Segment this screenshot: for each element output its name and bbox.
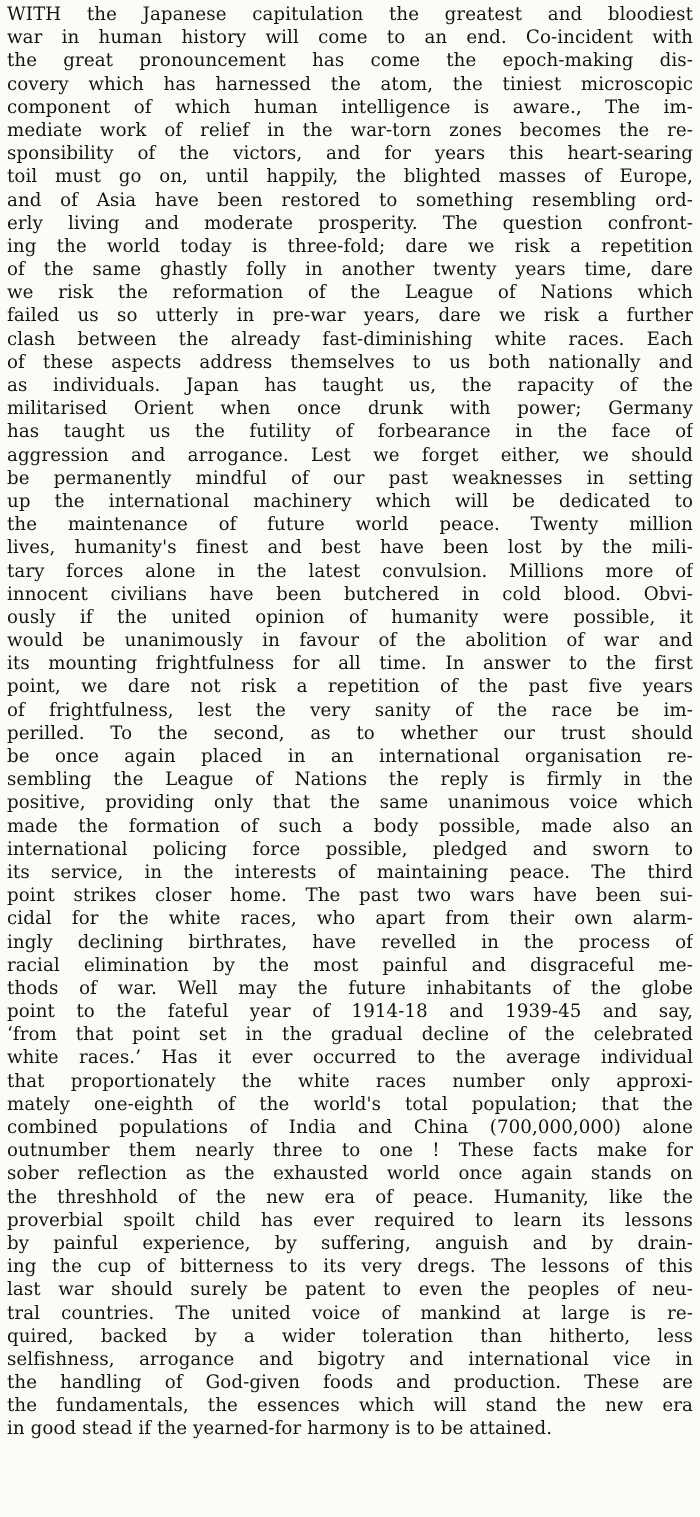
article-line: international policing force possible, pledged and sworn to <box>7 838 693 860</box>
article-line: of the same ghastly folly in another twenty years time, dare <box>7 259 693 281</box>
article-line: the great pronouncement has come the epoch-making dis- <box>7 50 693 72</box>
article-line: erly living and moderate prosperity. The question confront- <box>7 212 693 234</box>
article-line: sponsibility of the victors, and for years this heart-searing <box>7 143 693 165</box>
article-line: its mounting frightfulness for all time. In answer to the first <box>7 653 693 675</box>
article-line: mediate work of relief in the war-torn zones becomes the re- <box>7 119 693 141</box>
article-line: white races.’ Has it ever occurred to the average individual <box>7 1047 693 1069</box>
article-line: its service, in the interests of maintaining peace. The third <box>7 861 693 883</box>
article-line: would be unanimously in favour of the abolition of war and <box>7 630 693 652</box>
article-line: as individuals. Japan has taught us, the rapacity of the <box>7 375 693 396</box>
article-line: mately one-eighth of the world's total population; that the <box>7 1093 693 1115</box>
article-line: has taught us the futility of forbearance in the face of <box>7 421 693 443</box>
article-line: ing the cup of bitterness to its very dregs. The lessons of this <box>7 1256 693 1278</box>
article-line: aggression and arrogance. Lest we forget either, we should <box>7 444 693 466</box>
article-line: point strikes closer home. The past two wars have been sui- <box>7 885 693 907</box>
article-line: tary forces alone in the latest convulsion. Millions more of <box>7 560 693 582</box>
article-line: we risk the reformation of the League of Nations which <box>7 282 693 304</box>
article-line: last war should surely be patent to even the peoples of neu- <box>7 1279 693 1301</box>
article-line: quired, backed by a wider toleration than hitherto, less <box>7 1325 693 1347</box>
article-line: cidal for the white races, who apart from their own alarm- <box>7 908 693 930</box>
article-line: clash between the already fast-diminishing white races. Each <box>7 328 693 350</box>
article-line: that proportionately the white races number only approxi- <box>7 1070 693 1092</box>
article-line: in good stead if the yearned-for harmony is to be attained. <box>7 1418 553 1440</box>
article-line: innocent civilians have been butchered in cold blood. Obvi- <box>7 583 693 605</box>
article-line: militarised Orient when once drunk with power; Germany <box>7 398 693 420</box>
article-line: by painful experience, by suffering, anguish and by drain- <box>7 1232 693 1254</box>
article-line: tral countries. The united voice of mankind at large is re- <box>7 1302 693 1324</box>
article-line: combined populations of India and China (700,000,000) alone <box>7 1117 693 1138</box>
article-line: covery which has harnessed the atom, the tiniest microscopic <box>7 73 693 95</box>
article-line: sembling the League of Nations the reply is firmly in the <box>7 769 693 791</box>
article-line: made the formation of such a body possible, made also an <box>7 815 693 837</box>
article-line: of these aspects address themselves to us both nationally and <box>7 351 693 373</box>
article-line: proverbial spoilt child has ever required to learn its lessons <box>7 1209 693 1231</box>
article-line: point, we dare not risk a repetition of the past five years <box>7 676 693 698</box>
article-line: war in human history will come to an end. Co-incident with <box>7 27 693 49</box>
article-line: ingly declining birthrates, have revelled in the process of <box>7 931 693 953</box>
article-line: positive, providing only that the same unanimous voice which <box>7 792 693 814</box>
article-line: WITH the Japanese capitulation the greatest and bloodiest <box>7 4 693 25</box>
article-line: be once again placed in an international organisation re- <box>7 746 693 767</box>
article-line: of frightfulness, lest the very sanity of the race be im- <box>7 699 693 721</box>
article-line: up the international machinery which will be dedicated to <box>7 490 693 512</box>
article-line: perilled. To the second, as to whether our trust should <box>7 722 693 744</box>
article-line: outnumber them nearly three to one ! These facts make for <box>7 1140 693 1162</box>
article-line: ously if the united opinion of humanity were possible, it <box>7 606 693 628</box>
article-line: racial elimination by the most painful and disgraceful me- <box>7 954 693 976</box>
article-line: sober reflection as the exhausted world once again stands on <box>7 1163 693 1185</box>
article-text-column <box>7 3 693 1441</box>
article-line: the maintenance of future world peace. Twenty million <box>7 514 693 536</box>
article-line: toil must go on, until happily, the blighted masses of Europe, <box>7 166 693 188</box>
article-line: the handling of God-given foods and production. These are <box>7 1372 693 1394</box>
article-line: failed us so utterly in pre-war years, dare we risk a further <box>7 305 693 327</box>
article-line: be permanently mindful of our past weaknesses in setting <box>7 467 693 489</box>
article-line: component of which human intelligence is aware., The im- <box>7 96 693 118</box>
article-line: and of Asia have been restored to something resembling ord- <box>7 189 693 211</box>
article-line: ‘from that point set in the gradual decline of the celebrated <box>7 1024 693 1046</box>
article-line: selfishness, arrogance and bigotry and international vice in <box>7 1348 693 1370</box>
article-line: thods of war. Well may the future inhabitants of the globe <box>7 977 693 999</box>
article-line: ing the world today is three-fold; dare we risk a repetition <box>7 235 693 257</box>
article-line: the threshhold of the new era of peace. Humanity, like the <box>7 1186 693 1208</box>
article-line: point to the fateful year of 1914-18 and 1939-45 and say, <box>7 1001 693 1023</box>
article-line: the fundamentals, the essences which will stand the new era <box>7 1395 693 1417</box>
article-line: lives, humanity's finest and best have been lost by the mili- <box>7 537 693 559</box>
